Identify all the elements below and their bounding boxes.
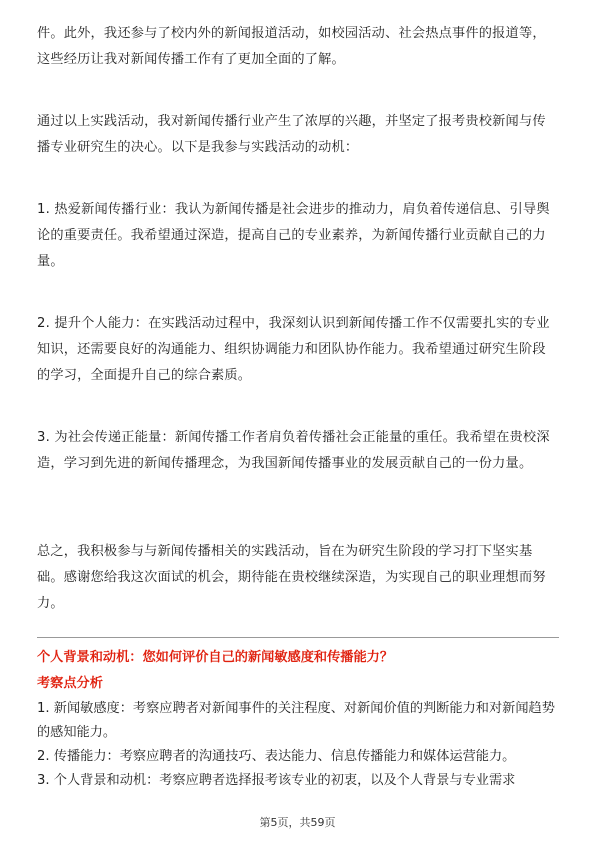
paragraph-motivation-3: 3. 为社会传递正能量：新闻传播工作者肩负着传播社会正能量的重任。我希望在贵校深造，学习到先进的新闻传播理念，为我国新闻传播事业的发展贡献自己的一份力量。 bbox=[37, 430, 550, 471]
paragraph-motivation-1: 1. 热爱新闻传播行业：我认为新闻传播是社会进步的推动力，肩负着传递信息、引导舆论的重要责任。我希望通过深造，提高自己的专业素养，为新闻传播行业贡献自己的力量。 bbox=[37, 202, 550, 269]
page-number-footer: 第5页，共59页 bbox=[259, 816, 336, 829]
paragraph-intro-continuation: 件。此外，我还参与了校内外的新闻报道活动，如校园活动、社会热点事件的报道等，这些经历让我对新闻传播工作有了更加全面的了解。 bbox=[37, 26, 546, 67]
analysis-heading: 考察点分析 bbox=[37, 676, 103, 691]
analysis-item: 3. 个人背景和动机：考察应聘者选择报考该专业的初衷，以及个人背景与专业需求 bbox=[37, 773, 516, 788]
paragraph-motivation-2: 2. 提升个人能力：在实践活动过程中，我深刻认识到新闻传播工作不仅需要扎实的专业知识，还需要良好的沟通能力、组织协调能力和团队协作能力。我希望通过研究生阶段的学习，全面提升自己的综合素质。 bbox=[37, 316, 550, 383]
analysis-item: 1. 新闻敏感度：考察应聘者对新闻事件的关注程度、对新闻价值的判断能力和对新闻趋势的感知能力。 bbox=[37, 701, 555, 740]
analysis-item: 2. 传播能力：考察应聘者的沟通技巧、表达能力、信息传播能力和媒体运营能力。 bbox=[37, 749, 516, 764]
section-divider bbox=[37, 637, 559, 638]
question-heading: 个人背景和动机：您如何评价自己的新闻敏感度和传播能力？ bbox=[37, 650, 394, 665]
paragraph-motivation-intro: 通过以上实践活动，我对新闻传播行业产生了浓厚的兴趣，并坚定了报考贵校新闻与传播专业研究生的决心。以下是我参与实践活动的动机： bbox=[37, 114, 546, 155]
paragraph-conclusion: 总之，我积极参与与新闻传播相关的实践活动，旨在为研究生阶段的学习打下坚实基础。感谢您给我这次面试的机会，期待能在贵校继续深造，为实现自己的职业理想而努力。 bbox=[37, 544, 546, 611]
